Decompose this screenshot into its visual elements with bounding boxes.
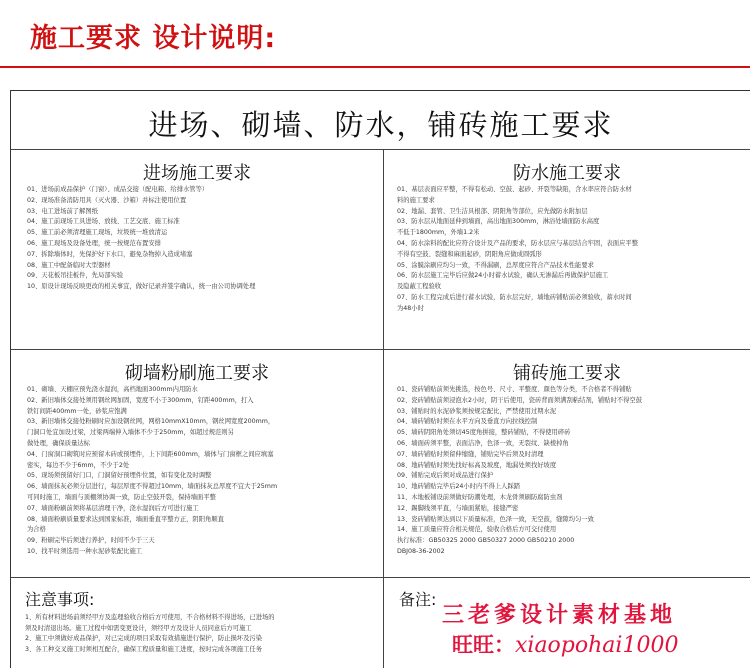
- list-item: 02、新旧墙体交接处须用钢丝网加固，宽度不小于300mm，钉距400mm，打入: [27, 396, 254, 404]
- list-item: 05、施工前必须清理施工现场，垃圾统一堆放清运: [27, 229, 168, 237]
- waterproof-list: [397, 185, 745, 315]
- watermark-contact-handle: xiaopohai1000: [515, 633, 679, 658]
- section-title-entry: 进场施工要求: [143, 163, 251, 184]
- list-item: 3、各工种交叉施工时须相互配合，确保工程质量和施工进度，按时完成各项施工任务: [25, 645, 262, 653]
- list-item: 05、涂膜涂刷应均匀一致，不得漏刷，总厚度应符合产品技术性能要求: [397, 261, 594, 269]
- list-item: 01、进场前成品保护（门窗）、成品交接（配电箱、给排水管等）: [27, 186, 209, 193]
- list-item: 不低于1800mm，外墙1.2米: [397, 229, 480, 237]
- page-title: 施工要求 设计说明:: [30, 23, 277, 54]
- tile-list: [397, 385, 745, 558]
- list-item: 04、施工前现场工具进场、放线、工艺交底、施工标准: [27, 218, 180, 226]
- list-item: DBJ08-36-2002: [397, 547, 445, 555]
- list-item: 08、墙面粉刷质量要求达到国家标准，墙面垂直平整方正，阴阳角顺直: [27, 515, 224, 523]
- list-item: 门洞口处宜加设过梁，过梁两端伸入墙体不少于250mm，如超过规范则另: [27, 429, 234, 437]
- list-item: 03、电工进场前了解图纸: [27, 207, 98, 215]
- list-item: 03、铺贴时的水泥砂浆须按规定配比，严禁使用过期水泥: [397, 407, 557, 415]
- list-item: 密实，每边不少于6mm，不少于2处: [27, 461, 130, 469]
- sheet-title: 进场、砌墙、防水，铺砖施工要求: [148, 108, 614, 142]
- section-title-tile: 铺砖施工要求: [513, 363, 621, 384]
- list-item: 07、防水工程完成后进行蓄水试验，防水层完好，墙地砖铺贴前必须验收，蓄水时间: [397, 293, 632, 301]
- list-item: 03、防水层从地面延伸到墙面，高出地面300mm，淋浴处墙面防水高度: [397, 218, 600, 226]
- list-item: 01、砌墙、天棚应预先浇水湿润，高档地面300mm内用防水: [27, 386, 198, 393]
- list-item: 06、施工现场及设备处理，统一按规范布置安排: [27, 239, 161, 247]
- list-item: 07、墙面粉刷前须将基层清理干净，浇水湿润后方可进行施工: [27, 504, 199, 512]
- list-item: 05、现场须预留好门口，门洞留好预埋件位置，如有变化及时调整: [27, 472, 212, 480]
- list-item: 04、墙砖铺贴时须在水平方向及垂直方向拉线控制: [397, 418, 538, 426]
- list-item: 13、瓷砖铺贴须达到以下质量标准，色泽一致，无空鼓，缝隙均匀一致: [397, 515, 594, 523]
- list-item: 09、粉刷完毕后须进行养护，时间不少于三天: [27, 537, 155, 545]
- list-item: 05、墙砖阴阳角处须切45度角拼接，整砖铺贴，不得使用碎砖: [397, 429, 571, 437]
- list-item: 01、基层表面应平整，不得有松动、空鼓、起砂、开裂等缺陷，含水率应符合防水材: [397, 186, 632, 193]
- list-item: 10、找平时须选用一种水泥砂浆配比施工: [27, 547, 143, 555]
- watermark-contact: [452, 629, 678, 659]
- list-item: 可同时施工，墙面与顶棚须协调一致，防止空鼓开裂，保持墙面平整: [27, 493, 216, 501]
- list-item: 06、墙面抹灰必须分层进行，每层厚度不得超过10mm，墙面抹灰总厚度不宜大于25mm: [27, 483, 278, 491]
- watermark-brand: 三老爹设计素材基地: [442, 603, 677, 628]
- list-item: 为48小时: [397, 304, 424, 312]
- list-item: 料的施工要求: [397, 196, 435, 204]
- list-item: 06、防水层施工完毕后应做24小时蓄水试验，确认无渗漏后再做保护层施工: [397, 272, 609, 280]
- list-item: 09、铺贴完成后须对成品进行保护: [397, 472, 494, 480]
- list-item: 08、施工中配备临时大型器材: [27, 261, 111, 269]
- notes-title: 注意事项:: [25, 590, 95, 609]
- list-item: 做处理，确保质量达标: [27, 439, 90, 447]
- list-item: 14、施工质量应符合相关规范，验收合格后方可交付使用: [397, 526, 557, 534]
- list-item: 10、地砖铺贴完毕后24小时内不得上人踩踏: [397, 483, 521, 491]
- list-item: 不得有空鼓、裂缝和麻面起砂，阴阳角应做成圆弧形: [397, 250, 542, 258]
- list-item: 为合格: [27, 526, 46, 534]
- grid-line-bottom: [11, 577, 750, 578]
- header-banner: [0, 0, 750, 74]
- entry-list: [27, 185, 375, 293]
- list-item: 04、防水涂料的配比应符合设计及产品的要求，防水层应与基层结合牢固，表面应平整: [397, 239, 638, 247]
- list-item: 10、原设计现场反映更改的相关事宜，做好记录并签字确认，统一由公司协调处理: [27, 283, 256, 291]
- list-item: 12、踢脚线须平直，与墙面紧贴，接缝严密: [397, 504, 519, 512]
- list-item: 2、施工中须做好成品保护，对已完成的项目采取有效措施进行保护，防止损坏及污染: [25, 635, 262, 643]
- grid-line-title: [11, 149, 750, 150]
- grid-line-middle: [11, 349, 750, 350]
- list-item: 须及时清退出场。施工过程中如需变更设计，须经甲方及设计人员同意后方可施工: [25, 624, 252, 632]
- notes-list: [25, 613, 380, 655]
- list-item: 07、墙砖铺贴时须留伸缩缝，铺贴完毕后须及时清理: [397, 450, 544, 458]
- masonry-list: [27, 385, 375, 558]
- list-item: 02、现场准备消防用具（灭火器、沙箱）并标注使用位置: [27, 196, 187, 204]
- list-item: 08、地砖铺贴时须先找好标高及坡度，地漏处须找好坡度: [397, 461, 557, 469]
- header-divider: [0, 66, 750, 68]
- grid-line-center: [383, 149, 384, 668]
- list-item: 11、木地板铺设前须做好防潮处理，木龙骨须刷防腐防虫剂: [397, 493, 563, 501]
- list-item: 01、瓷砖铺贴前须先挑选，按色号、尺寸、平整度、颜色等分类，不合格者不得铺贴: [397, 386, 632, 393]
- list-item: 03、新旧墙体交接处粉刷时应加设钢丝网，网格10mmX10mm，钢丝网宽度200mm，: [27, 418, 275, 426]
- requirements-sheet: [10, 90, 750, 668]
- list-item: 02、地漏、套管、卫生洁具根部、阴阳角等部位，应先做防水附加层: [397, 207, 588, 215]
- remark-title: 备注:: [399, 590, 437, 609]
- list-item: 铁钉间距400mm一处，砂浆应饱满: [27, 407, 127, 415]
- list-item: 06、墙面砖须平整，表面洁净，色泽一致，无裂纹、缺棱掉角: [397, 439, 569, 447]
- watermark-contact-label: 旺旺：: [452, 633, 515, 657]
- section-title-masonry: 砌墙粉刷施工要求: [125, 363, 269, 384]
- list-item: 07、拆除墙体时，先保护好下水口，避免杂物掉入造成堵塞: [27, 250, 193, 258]
- list-item: 执行标准：GB50325 2000 GB50327 2000 GB50210 2000: [397, 537, 575, 545]
- list-item: 09、天花板吊挂板件，先局部实验: [27, 272, 124, 280]
- list-item: 02、瓷砖铺贴前须浸泡水2小时，阴干后使用，瓷砖背面须满刮粘结剂，铺贴时不得空鼓: [397, 396, 643, 404]
- list-item: 04、门窗洞口砌筑时应预留木砖或预埋件，上下间距600mm，墙体与门窗框之间应填塞: [27, 450, 274, 458]
- list-item: 及隐蔽工程验收: [397, 283, 442, 291]
- section-title-waterproof: 防水施工要求: [513, 163, 621, 184]
- list-item: 1、所有材料进场前须经甲方及监理验收合格后方可使用，不合格材料不得进场，已进场的: [25, 614, 275, 621]
